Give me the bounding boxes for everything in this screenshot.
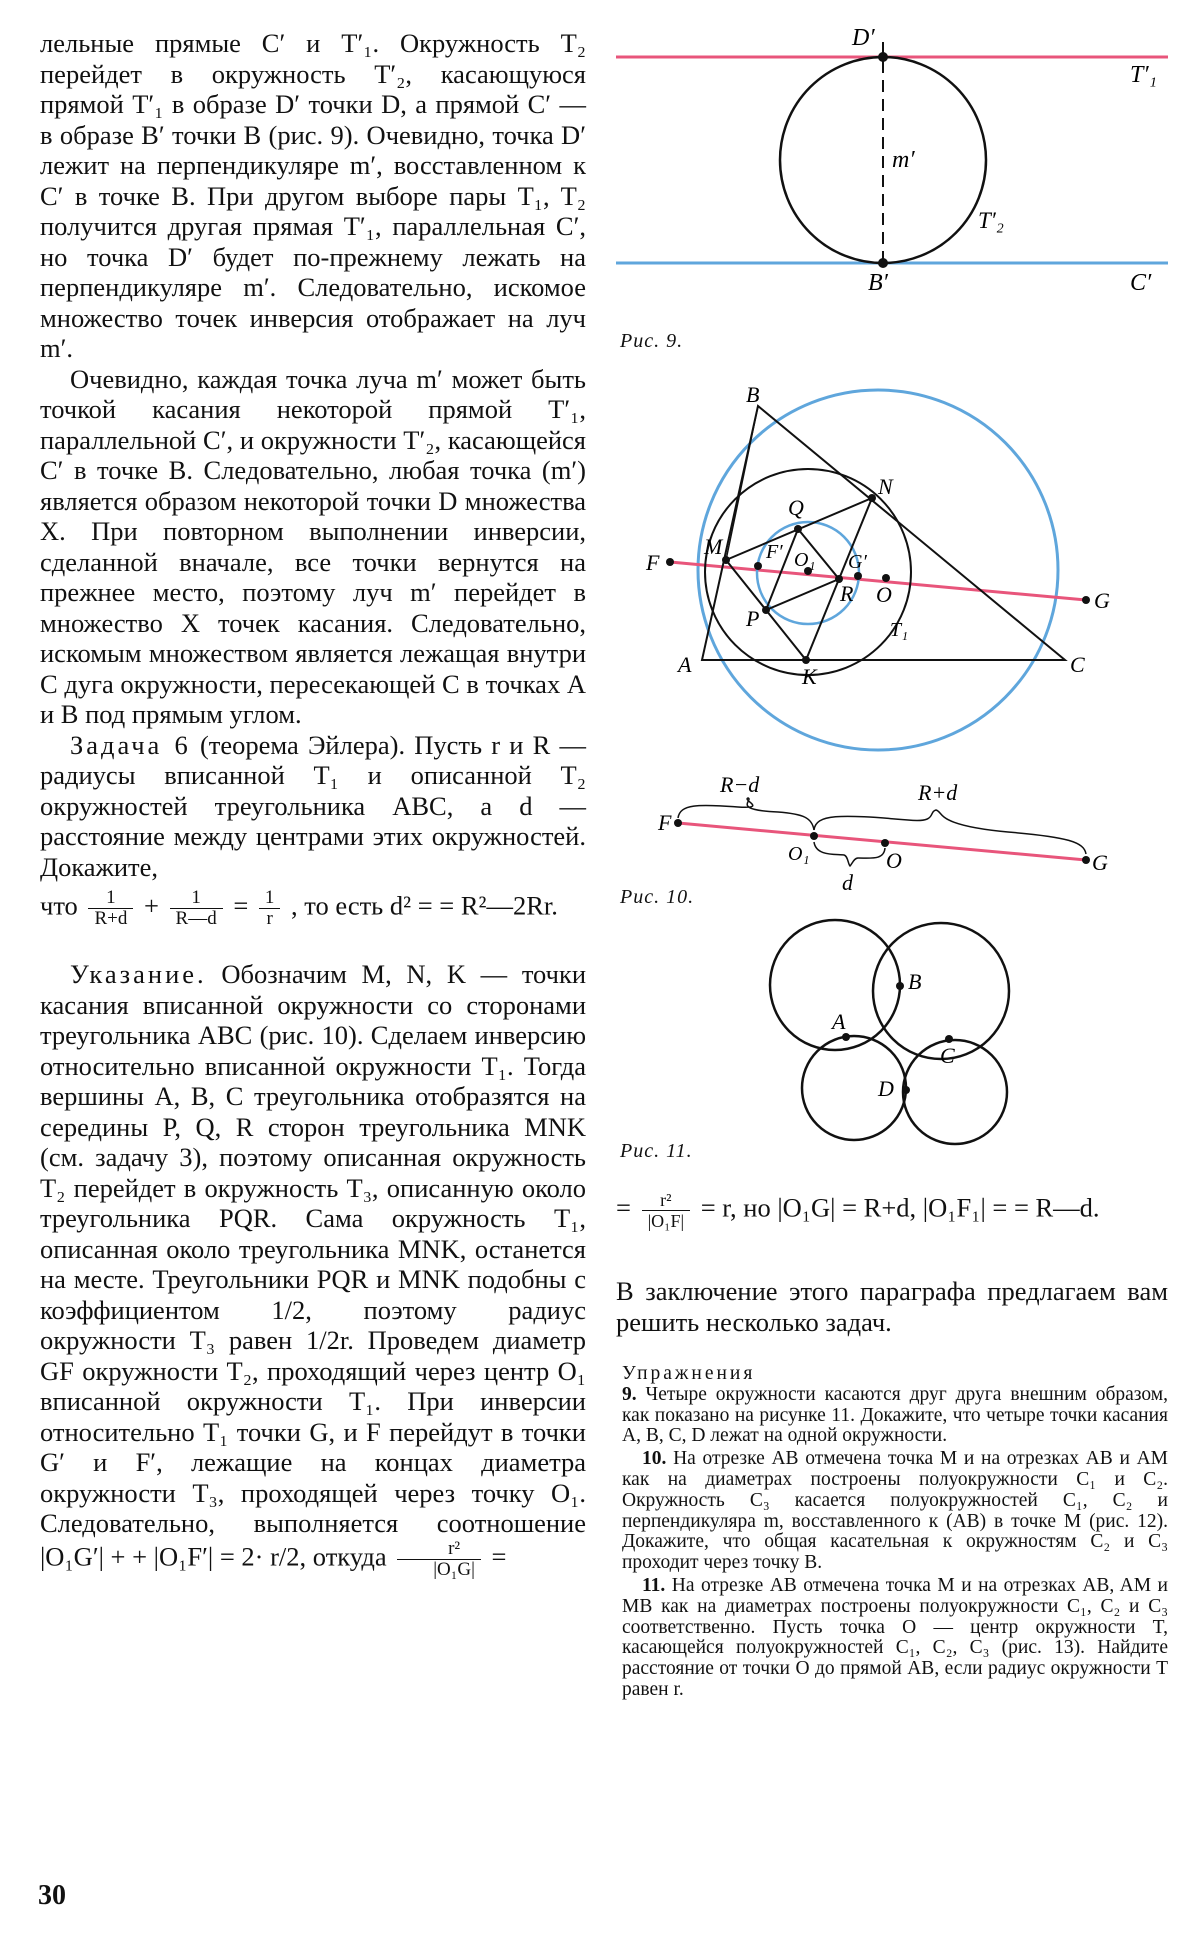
seg-label-f: F bbox=[658, 810, 672, 835]
fraction-3: $\frac{1}{r}$ bbox=[259, 888, 281, 929]
label-r: R bbox=[840, 581, 854, 606]
figure-9 bbox=[608, 20, 1178, 320]
tail-equals: = bbox=[491, 1541, 507, 1572]
segment-point-o bbox=[881, 839, 889, 847]
exercises-title: Упражнения bbox=[622, 1363, 756, 1384]
point-g-prime bbox=[854, 572, 862, 580]
label-c: C bbox=[1070, 652, 1085, 677]
point-o bbox=[882, 574, 890, 582]
formula-prefix: что bbox=[40, 890, 78, 921]
label-t1: T₁ bbox=[890, 619, 909, 641]
task-6-label: Задача 6 bbox=[70, 729, 191, 760]
label-f-prime: F′ bbox=[766, 541, 783, 563]
point-p bbox=[762, 606, 770, 614]
point-b-prime bbox=[878, 258, 888, 268]
label-t1-prime: T′₁ bbox=[1130, 62, 1157, 88]
hint-text: Обозначим M, N, K — точки касания вписанной окружности со сторонами треугольника ABC (рис. 10). Сделаем инверсию относительно вписанной окружности T₁. Тогда вершины A, B, C треугольника отобразятся на середины P, Q, R сторон треугольника MNK (см. задачу 3), поэтому описанная окружность T₂ перейдет в окружность T₃, описанную около треугольника PQR. Сама окружность T₁, описанная около треугольника MNK, останется на месте. Треугольники PQR и MNK подобны с коэффициентом 1/2, поэтому радиус окружности T₃ равен 1/2r. Проведем диаметр GF окружности T₂, проходящий через центр O₁ вписанной окружности T₁. При инверсии относительно T₁ точки G, и F перейдут в точки G′ и F′, лежащие на концах диаметра окружности T₃, проходящей через точку O₁. Следовательно, выполняется соотношение |O₁G′| + + |O₁F′| = 2· r/2, откуда bbox=[40, 959, 586, 1572]
caption-fig-9: Рис. 9. bbox=[620, 330, 684, 352]
label-p: P bbox=[746, 606, 760, 631]
label-m: M bbox=[704, 534, 723, 559]
right-formula: = $\frac{\text{r²}}{\text{|O₁F|}}$ = r, но |O₁G| = R+d, |O₁F₁| = = R—d. bbox=[616, 1190, 1100, 1231]
point-f-prime bbox=[754, 562, 762, 570]
formula-line bbox=[40, 888, 586, 929]
label-f: F bbox=[646, 550, 660, 575]
fraction-tail: $\frac{\text{r²}}{\text{|O₁G|}}$ bbox=[397, 1539, 481, 1580]
paragraph-continuation: лельные прямые C′ и T′₁. Окружность T₂ перейдет в окружность T′₂, касающуюся прямой T′₁ в образе D′ точки D, а прямой C′ — в образе B′ точки B (рис. 9). Очевидно, точка D′ лежит на перпендикуляре m′, восставленном к C′ в точке B. При другом выборе пары T₁, T₂ получится другая прямая T′₁, параллельная C′, но точка D′ будет по-прежнему лежать на перпендикуляре m′. Следовательно, искомое множество точек инверсия отображает на луч m′. bbox=[40, 28, 586, 363]
conclusion-text: В заключение этого параграфа предлагаем вам решить несколько задач. bbox=[616, 1276, 1168, 1337]
hint-label: Указание. bbox=[70, 959, 207, 989]
caption-fig-11: Рис. 11. bbox=[620, 1140, 693, 1162]
seg-label-r-minus-d: R−d bbox=[720, 772, 760, 797]
tangent-point-a bbox=[842, 1033, 850, 1041]
exercise-10: 10. На отрезке AB отмечена точка M и на отрезках AB и AM как на диаметрах построены полуокружности C₁ и C₂. Окружность C₃ касается полуокружностей C₁, C₂ и перпендикуляра m, восставленного к (AB) в точке M (рис. 12). Докажите, что общая касательная к окружностям C₂ и C₃ проходит через точку B. bbox=[622, 1448, 1168, 1574]
fig11-label-d: D bbox=[878, 1076, 894, 1101]
equals-sign: = bbox=[233, 890, 249, 921]
point-q bbox=[794, 525, 802, 533]
label-b: B bbox=[746, 382, 760, 407]
tangent-point-c bbox=[945, 1035, 953, 1043]
label-k: K bbox=[802, 664, 817, 689]
figure-10 bbox=[608, 380, 1178, 900]
label-o1: O₁ bbox=[794, 549, 816, 571]
point-f bbox=[666, 558, 674, 566]
seg-label-o: O bbox=[886, 848, 902, 873]
brace-d bbox=[814, 842, 885, 866]
seg-label-g: G bbox=[1092, 850, 1108, 875]
fraction-2: $\frac{1}{R—d}$ bbox=[170, 888, 223, 929]
circle-lower-right bbox=[903, 1040, 1007, 1144]
label-t2-prime: T′₂ bbox=[978, 208, 1004, 233]
formula-suffix: , то есть d² = = R²—2Rr. bbox=[291, 890, 558, 921]
paragraph-task-6 bbox=[40, 730, 586, 883]
label-o: O bbox=[876, 582, 892, 607]
seg-label-d: d bbox=[842, 870, 853, 895]
label-a: A bbox=[678, 652, 692, 677]
seg-label-o1: O₁ bbox=[788, 843, 810, 865]
plus-sign: + bbox=[143, 890, 159, 921]
point-m bbox=[722, 556, 730, 564]
fig11-label-b: B bbox=[908, 969, 922, 994]
label-b-prime: B′ bbox=[868, 270, 888, 296]
paragraph-hint bbox=[40, 959, 586, 1580]
task-6-text: (теорема Эйлера). Пусть r и R — радиусы вписанной T₁ и описанной T₂ окружностей треугольника ABC, а d — расстояние между центрами этих окружностей. Докажите, bbox=[40, 729, 587, 882]
figure-11 bbox=[760, 905, 1020, 1155]
exercise-9: 9. Четыре окружности касаются друг друга внешним образом, как показано на рисунке 11. Докажите, что четыре точки касания A, B, C, D лежат на одной окружности. bbox=[622, 1383, 1168, 1447]
point-k bbox=[802, 656, 810, 664]
caption-fig-10: Рис. 10. bbox=[620, 886, 695, 908]
tangent-point-b bbox=[896, 982, 904, 990]
segment-point-o1 bbox=[810, 832, 818, 840]
circle-upper-right bbox=[873, 923, 1009, 1059]
paragraph-ray-points: Очевидно, каждая точка луча m′ может быть точкой касания некоторой прямой T′₁, параллельной C′, и окружности T′₂, касающейся C′ в точке B. Следовательно, любая точка (m′) является образом некоторой точки D множества X. При повторном выполнении инверсии, сделанной вначале, все точки вернутся на прежнее место, поэтому луч m′ перейдет в множество X точек касания. Следовательно, искомым множеством является лежащая внутри C дуга окружности, пересекающей C в точках A и B под прямым углом. bbox=[40, 363, 586, 729]
point-n bbox=[868, 494, 876, 502]
exercises-block bbox=[622, 1364, 1168, 1703]
label-d-prime: D′ bbox=[852, 25, 875, 51]
fig11-label-c: C bbox=[940, 1043, 955, 1068]
label-m-prime: m′ bbox=[892, 147, 915, 173]
label-q: Q bbox=[788, 495, 804, 520]
seg-label-r-plus-d: R+d bbox=[918, 780, 958, 805]
point-d-prime bbox=[878, 52, 888, 62]
label-g: G bbox=[1094, 588, 1110, 613]
fig11-label-a: A bbox=[832, 1009, 846, 1034]
fraction-right: $\frac{\text{r²}}{\text{|O₁F|}}$ bbox=[642, 1190, 691, 1231]
exercise-11: 11. На отрезке AB отмечена точка M и на отрезках AB, AM и MB как на диаметрах построены полуокружности C₁, C₂ и C₃ соответственно. Пусть точка O — центр окружности T, касающейся полуокружностей C₁, C₂, C₃ (рис. 13). Найдите расстояние от точки O до прямой AB, если радиус окружности T равен r. bbox=[622, 1574, 1168, 1700]
point-g bbox=[1082, 596, 1090, 604]
label-g-prime: G′ bbox=[848, 551, 867, 573]
label-c-prime: C′ bbox=[1130, 270, 1152, 296]
segment-point-g bbox=[1082, 856, 1090, 864]
tangent-point-d bbox=[902, 1086, 910, 1094]
segment-point-f bbox=[674, 819, 682, 827]
fraction-1: $\frac{1}{R+d}$ bbox=[88, 888, 133, 929]
left-column bbox=[40, 28, 586, 1580]
label-n: N bbox=[878, 474, 893, 499]
segment-b-m bbox=[726, 406, 758, 560]
page-number: 30 bbox=[38, 1880, 66, 1911]
